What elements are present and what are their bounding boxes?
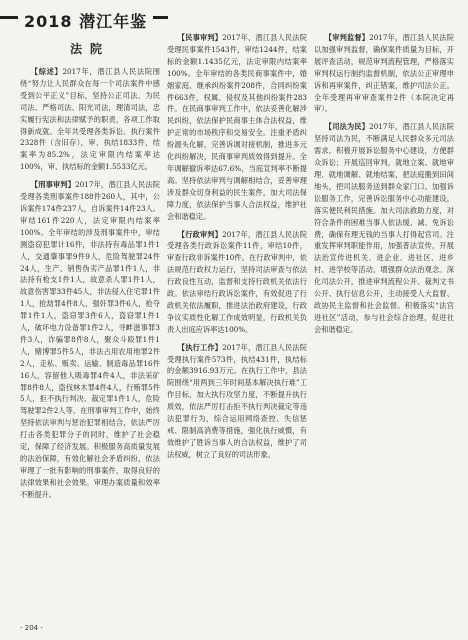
paragraph-text: 2017年，潜江县人民法院受理各类行政诉讼案件11件，审结10件，审查行政非诉案件10件。在行政审判中，依法规范行政权力运行，坚持司法审查与依法行政良性互动，监督和支持行政机关依法行政。依法审结行政诉讼案件，有效促进了行政机关依法履职，推进法治政府建设，行政争议实质性化解工作成效明显，行政机关负责人出庭应诉率达100%。 — [167, 229, 307, 334]
section-heading: 法院 — [69, 42, 110, 56]
paragraph-title: 【行政审判】 — [177, 229, 223, 239]
paragraph-administrative-trial — [167, 229, 307, 336]
paragraph-criminal-trial — [20, 179, 160, 500]
paragraph-overview — [20, 66, 160, 173]
yearbook-title: 2018 潜江年鉴 — [18, 9, 153, 32]
paragraph-text: 2017年，潜江县人民法院围绕“努力让人民群众在每一个司法案件中感受到公平正义”目标，坚持公正司法、为民司法、严格司法、阳光司法，理清司法，忠实履行宪法和法律赋予的职责，各项工作取得新成就。全年共受理各类诉讼、执行案件2328件（含旧存），审、执结1833件，结案率为85.2%，法定审限内结案率达100%，审、执结标的金额1.5533亿元。 — [20, 67, 160, 172]
paragraph-text: 2017年，潜江县人民法院坚持司法为民，不断满足人民群众多元司法需求。积极开展诉讼服务中心建设，方便群众诉讼；开展巡回审判，就地立案、就地审理、就地调解、就地结案，把法庭搬到田间地头，把司法服务送到群众家门口。加强诉讼服务工作，完善诉讼服务中心功能建设，落实便民利民措施。加大司法救助力度，对符合条件的困难当事人依法缓、减、免诉讼费，确保有理无钱的当事人打得起官司。注重发挥审判职能作用，加强普法宣传，开展法治宣传进机关、进企业、进社区、进乡村、进学校等活动，增强群众法治观念。深化司法公开，推进审判流程公开、裁判文书公开、执行信息公开，主动接受人大监督、政协民主监督和社会监督。积极落实“法官进社区”活动，参与社会综合治理，促进社会和谐稳定。 — [314, 122, 454, 334]
paragraph-title: 【执行工作】 — [177, 342, 223, 352]
paragraph-title: 【审判监督】 — [324, 33, 370, 42]
paragraph-title: 【刑事审判】 — [30, 180, 76, 190]
paragraph-text: 2017年，潜江县人民法院受理执行案件573件，执结431件，执结标的金额3916.93万元。在执行工作中，县法院围绕“用两到三年时间基本解决执行难”工作目标，加大执行攻坚力度，不断提升执行质效，依法严厉打击拒不执行判决裁定等违法犯罪行为，综合运用网络查控、失信惩戒、限制高消费等措施，强化执行威慑，有效维护了胜诉当事人的合法权益，维护了司法权威，树立了良好的司法形象。 — [167, 342, 307, 459]
column-middle — [167, 32, 307, 617]
paragraph-enforcement — [167, 342, 307, 461]
paragraph-title: 【民事审判】 — [177, 33, 223, 42]
page-number: - 204 - — [20, 624, 43, 632]
paragraph-trial-supervision — [314, 32, 454, 115]
column-left — [20, 32, 160, 617]
paragraph-civil-trial — [167, 32, 307, 223]
paragraph-title: 【综述】 — [30, 67, 63, 76]
paragraph-title: 【司法为民】 — [324, 122, 370, 132]
paragraph-justice-for-people — [314, 121, 454, 335]
paragraph-text: 2017年，潜江县人民法院受理各类刑事案件188件260人，其中，公诉案件174件237人，自诉案件14件23人。审结161件220人，法定审限内结案率100%。全年审结的涉及刑事案件中，审结测盗窃犯罪计16件，非法持有毒品罪1件1人，交通肇事罪9件9人，危险驾驶罪24件24人，生产、销售伪劣产品罪1件1人，非法持有枪支1件1人，故意杀人罪1件1人，故意伤害罪33件45人，非法侵入住宅罪1件1人，抢劫罪4件8人，强奸罪3件6人，抢夺罪1件1人，盗窃罪3件6人，盗窃罪1件1人，破坏电力设备罪1件2人，寻衅滋事罪3件3人，诈骗罪8件8人，聚众斗殴罪1件1人，赌博罪5件5人，非法占用农用地罪2件2人，走私、贩卖、运输、制造毒品罪16件16人，容留他人吸毒罪4件4人，非法采矿罪8件8人，盗伐林木罪4件4人，行贿罪5件5人，拒不执行判决、裁定罪1件1人，危险驾驶罪2件2人等。在刑事审判工作中，始终坚持依法审判与惩治犯罪相结合，依法严厉打击各类犯罪分子的同时，维护了社会稳定，保障了经济发展。积极服务高质量发展的法治保障，有效化解社会矛盾纠纷，依法审理了一批有影响的刑事案件，取得良好的法律效果和社会效果。审理办案质量和效率不断提升。 — [20, 180, 160, 499]
paragraph-text: 2017年，潜江县人民法院以加强审判监督，确保案件质量为目标，开展评查活动，规范审判流程管理，严格落实审判权运行制约监督机制，依法公正审理申诉和再审案件，纠正错案，维护司法公正。全年受理再审审查案件2件（本院决定再审）。 — [314, 33, 454, 114]
column-right — [314, 32, 454, 617]
page-header — [0, 0, 468, 30]
paragraph-text: 2017年，潜江县人民法院受理民事案件1543件，审结1244件，结案标的金额1.1435亿元，法定审限内结案率100%。全年审结的各类民商事案件中，婚姻家庭、继承纠纷案件208件，合同纠纷案件663件，权属、侵权及其他纠纷案件283件。在民商事审判工作中，依法妥善化解涉民纠纷，依法保护民商事主体合法权益，维护正常的市场秩序和交易安全。注重矛盾纠纷源头化解，完善诉调对接机制，推进多元化纠纷解决，民商事审判质效得到提升。全年调解撤诉率达67.6%，当庭宣判率不断提高。坚持依法审判与调解相结合，妥善审理涉及群众切身利益的民生案件，加大司法保障力度，依法保护当事人合法权益，维护社会和谐稳定。 — [167, 33, 307, 221]
